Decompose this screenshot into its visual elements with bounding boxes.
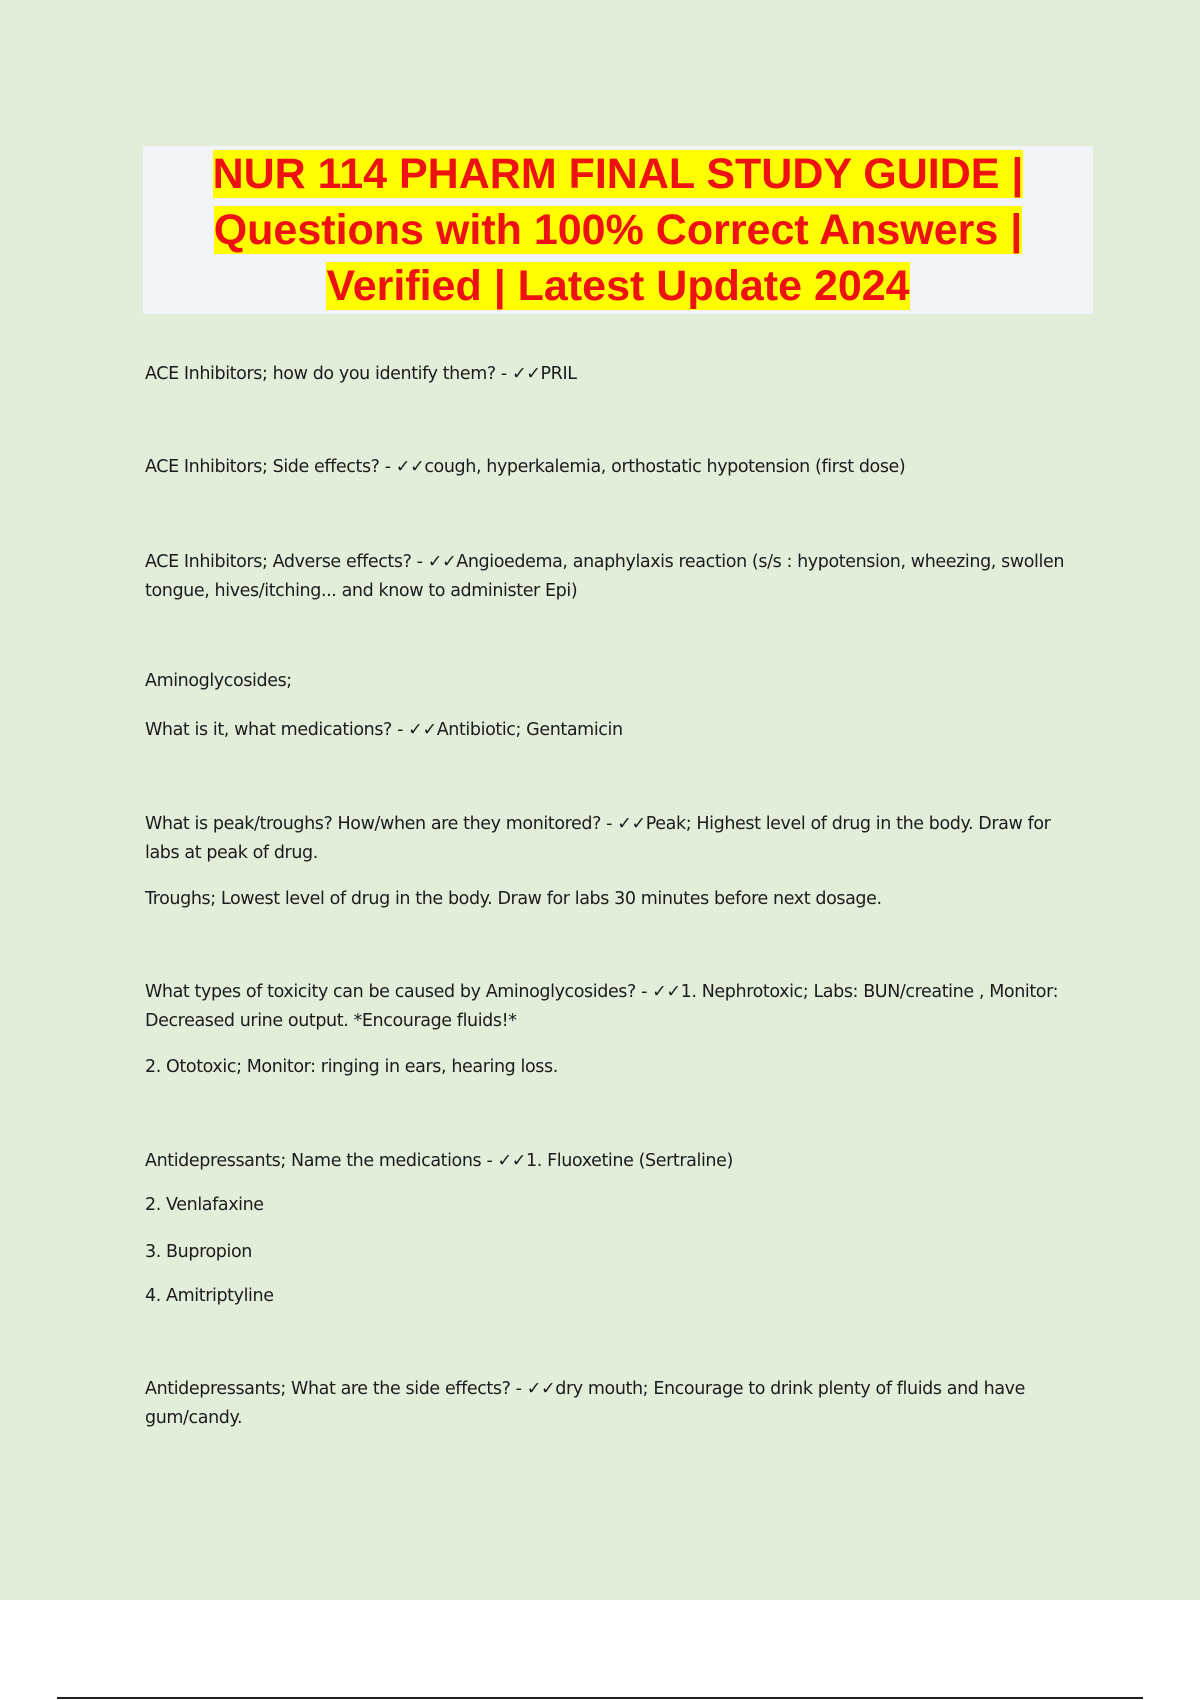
med-item-2: 2. Venlafaxine <box>145 1195 264 1215</box>
footer-rule <box>57 1697 1143 1699</box>
title-line-3: Verified | Latest Update 2024 <box>326 262 910 310</box>
qa-ace-adverse-effects: ACE Inhibitors; Adverse effects? - ✓✓Angioedema, anaphylaxis reaction (s/s : hypotension, wheezing, swollen tongue, hives/itching... and know to administer Epi) <box>145 552 1065 601</box>
title-line-1: NUR 114 PHARM FINAL STUDY GUIDE | <box>212 150 1024 198</box>
med-item-3: 3. Bupropion <box>145 1242 252 1262</box>
ototoxic-detail: 2. Ototoxic; Monitor: ringing in ears, hearing loss. <box>145 1057 558 1077</box>
qa-toxicity: What types of toxicity can be caused by Aminoglycosides? - ✓✓1. Nephrotoxic; Labs: BUN/creatine , Monitor: Decreased urine output. *Encourage fluids!* <box>145 982 1059 1031</box>
title-line-2: Questions with 100% Correct Answers | <box>213 206 1023 254</box>
med-item-4: 4. Amitriptyline <box>145 1286 274 1306</box>
qa-antidepressants-side-effects: Antidepressants; What are the side effects? - ✓✓dry mouth; Encourage to drink plenty of fluids and have gum/candy. <box>145 1379 1025 1428</box>
qa-antidepressants-meds: Antidepressants; Name the medications - ✓✓1. Fluoxetine (Sertraline) <box>145 1151 733 1171</box>
qa-peak-troughs: What is peak/troughs? How/when are they monitored? - ✓✓Peak; Highest level of drug in the body. Draw for labs at peak of drug. <box>145 814 1051 863</box>
troughs-detail: Troughs; Lowest level of drug in the body. Draw for labs 30 minutes before next dosage. <box>145 889 882 909</box>
qa-ace-side-effects: ACE Inhibitors; Side effects? - ✓✓cough, hyperkalemia, orthostatic hypotension (first dose) <box>145 457 906 477</box>
section-aminoglycosides: Aminoglycosides; <box>145 671 292 691</box>
qa-ace-identify: ACE Inhibitors; how do you identify them? - ✓✓PRIL <box>145 364 577 384</box>
qa-aminoglycosides-what: What is it, what medications? - ✓✓Antibiotic; Gentamicin <box>145 720 623 740</box>
document-title <box>143 146 1093 314</box>
